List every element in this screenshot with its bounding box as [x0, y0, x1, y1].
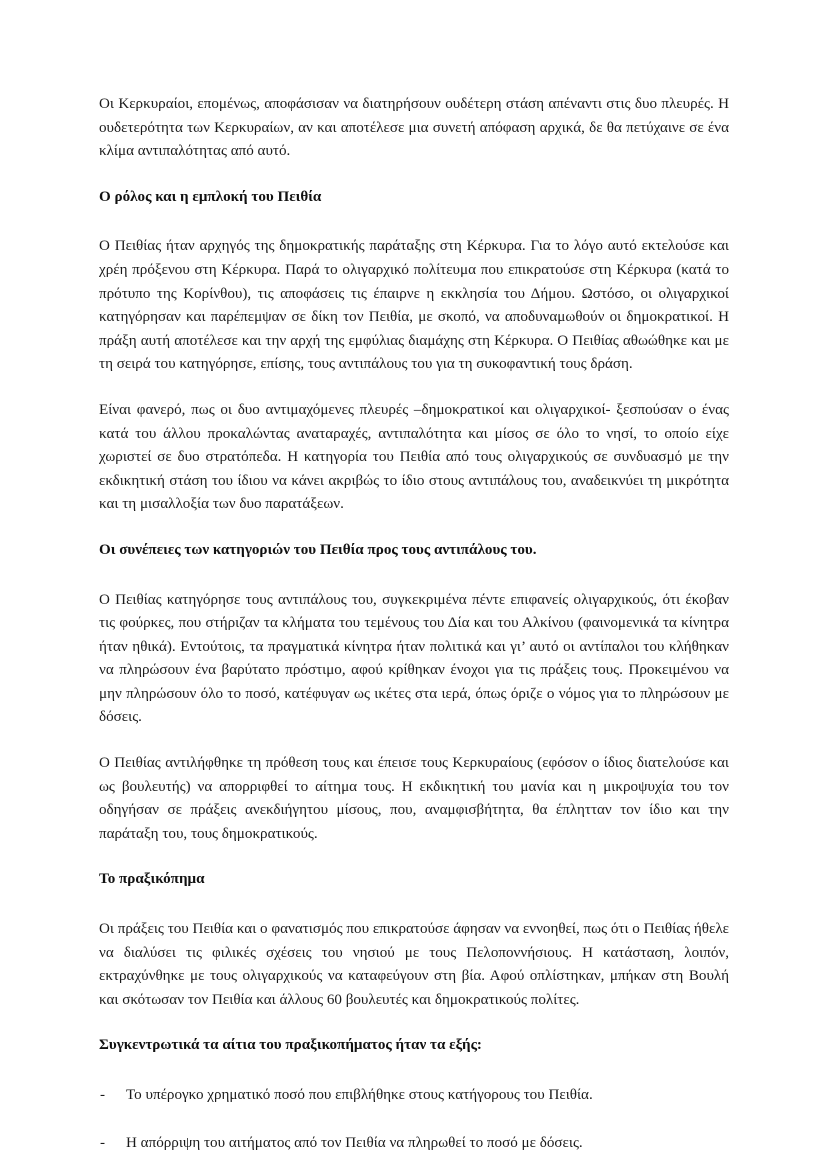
- heading-consequences-of-accusations: Οι συνέπειες των κατηγοριών του Πειθία προς τους αντιπάλους του.: [99, 541, 537, 558]
- list-bullet-marker: -: [100, 1087, 106, 1103]
- paragraph-peithias-leader: Ο Πειθίας ήταν αρχηγός της δημοκρατικής παράταξης στη Κέρκυρα. Για το λόγο αυτό εκτελούσε και χρέη πρόξενου στη Κέρκυρα. Παρά το ολιγαρχικό πολίτευμα που επικρατούσε στη Κέρκυρα (κατά το πρότυπο της Κορίνθου), τις αποφάσεις τις έπαιρνε η εκκλησία του Δήμου. Ωστόσο, οι ολιγαρχικοί κατηγόρησαν και παρέπεμψαν σε δίκη τον Πειθία, με σκοπό, να αποδυναμωθούν οι δημοκρατικοί. Η πράξη αυτή αποτέλεσε και την αρχή της εμφύλιας διαμάχης στη Κέρκυρα. Ο Πειθίας αθωώθηκε και με τη σειρά του κατηγόρησε, επίσης, τους αντιπάλους του για τη συκοφαντική τους δράση.: [99, 238, 729, 373]
- coup-causes-list: [99, 1084, 729, 1155]
- heading-coup-causes: Συγκεντρωτικά τα αίτια του πραξικοπήματος ήταν τα εξής:: [99, 1037, 482, 1054]
- document-content: [99, 93, 729, 1169]
- paragraph-coup-description: Οι πράξεις του Πειθία και ο φανατισμός που επικρατούσε άφησαν να εννοηθεί, πως ότι ο Πειθίας ήθελε να διαλύσει τις φιλικές σχέσεις του νησιού με τους Πελοποννήσιους. Η κατάσταση, λοιπόν, εκτραχύνθηκε με τους ολιγαρχικούς να καταφεύγουν στη βία. Αφού οπλίστηκαν, μπήκαν στη Βουλή και σκότωσαν τον Πειθία και άλλους 60 βουλευτές και δημοκρατικούς πολίτες.: [99, 921, 729, 1008]
- list-item-fine: [99, 1084, 729, 1108]
- list-item-label: Το υπέρογκο χρηματικό ποσό που επιβλήθηκε στους κατήγορους του Πειθία.: [126, 1087, 593, 1103]
- paragraph-peithias-refusal: Ο Πειθίας αντιλήφθηκε τη πρόθεση τους και έπεισε τους Κερκυραίους (εφόσον ο ίδιος διατελούσε και ως βουλευτής) να απορριφθεί το αίτημα τους. Η εκδικητική του μανία και η μικροψυχία του τον οδηγήσαν σε πράξεις ανεκδιήγητου μίσους, που, αναμφισβήτητα, θα έπλητταν τον ίδιο και την παράταξη του, τους δημοκρατικούς.: [99, 755, 729, 842]
- heading-coup: Το πραξικόπημα: [99, 871, 205, 888]
- paragraph-accusation-details: Ο Πειθίας κατηγόρησε τους αντιπάλους του, συγκεκριμένα πέντε επιφανείς ολιγαρχικούς, ότι έκοβαν τις φούρκες, που στήριζαν τα κλήματα του τεμένους του Δία και του Αλκίνου (φαινομενικά τα κίνητρα ήταν ηθικά). Εντούτοις, τα πραγματικά κίνητρα ήταν πολιτικά και γι’ αυτό οι αντίπαλοι του κλήθηκαν να πληρώσουν ένα βαρύτατο πρόστιμο, αφού κρίθηκαν ένοχοι για τις πράξεις τους. Προκειμένου να μην πληρώσουν όλο το ποσό, κατέφυγαν ως ικέτες στα ιερά, όπως όριζε ο νόμος για το πληρώσουν με δόσεις.: [99, 591, 729, 726]
- list-item-label: Η απόρριψη του αιτήματος από τον Πειθία να πληρωθεί το ποσό με δόσεις.: [126, 1134, 583, 1151]
- heading-role-of-peithias: Ο ρόλος και η εμπλοκή του Πειθία: [99, 188, 322, 205]
- paragraph-neutrality: Οι Κερκυραίοι, επομένως, αποφάσισαν να διατηρήσουν ουδέτερη στάση απέναντι στις δυο πλευρές. Η ουδετερότητα των Κερκυραίων, αν και αποτέλεσε μια συνετή απόφαση αρχικά, δε θα πετύχαινε σε ένα κλίμα αντιπαλότητας από αυτό.: [99, 96, 729, 160]
- list-item-rejection: [99, 1132, 729, 1156]
- paragraph-two-factions: Είναι φανερό, πως οι δυο αντιμαχόμενες πλευρές –δημοκρατικοί και ολιγαρχικοί- ξεσπούσαν ο ένας κατά του άλλου προκαλώντας αναταραχές, αντιπαλότητα και μίσος σε όλο το νησί, το οποίο είχε χωριστεί σε δυο στρατόπεδα. Η κατηγορία του Πειθία από τους ολιγαρχικούς σε συνδυασμό με την εκδικητική στάση του ίδιου να κάνει ακριβώς το ίδιο στους αντιπάλους του, αναδεικνύει τη μικρότητα και τη μισαλλοξία των δυο παρατάξεων.: [99, 401, 729, 513]
- list-bullet-marker: -: [100, 1134, 106, 1151]
